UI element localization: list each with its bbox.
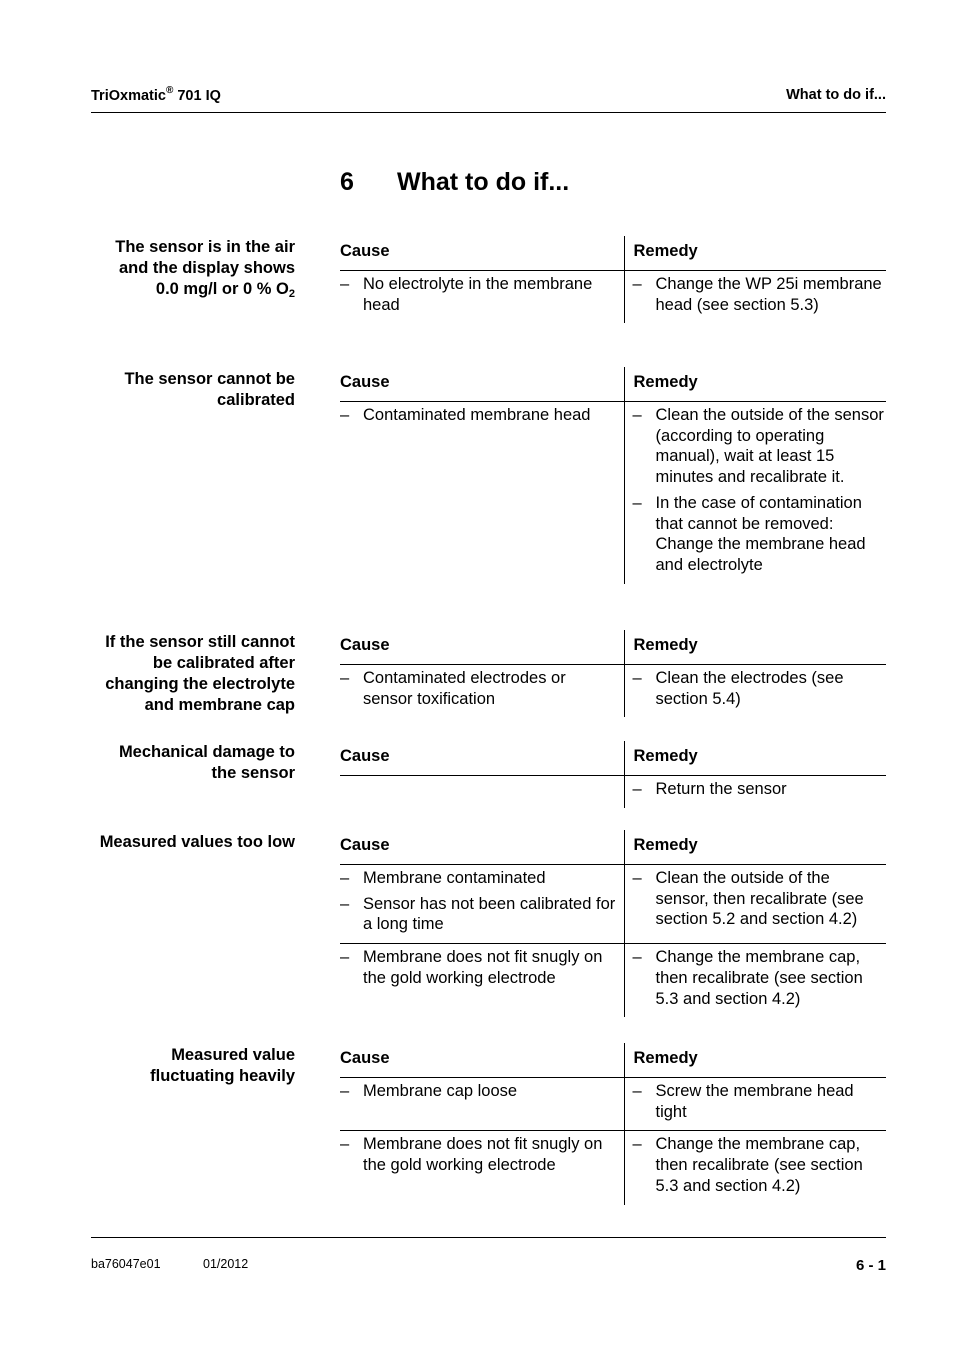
- bullet-dash: –: [340, 275, 350, 293]
- section-label-line: changing the electrolyte: [105, 675, 295, 693]
- remedy-column-header: Remedy: [624, 1043, 886, 1078]
- remedy-column-header: Remedy: [624, 367, 886, 402]
- remedy-cell: [624, 665, 886, 718]
- bullet-dash: –: [340, 948, 350, 967]
- table-row: [340, 402, 886, 584]
- cause-cell: [340, 944, 624, 1018]
- table-row: [340, 271, 886, 324]
- cause-remedy-table: [340, 1043, 886, 1205]
- table-header-row: [340, 830, 886, 865]
- section-label-line: fluctuating heavily: [150, 1067, 295, 1085]
- bullet-dash: –: [632, 669, 642, 687]
- cause-column-header: Cause: [340, 236, 624, 271]
- cause-item: [340, 894, 616, 935]
- section-label: [80, 832, 295, 853]
- table-row: [340, 776, 886, 808]
- cause-item: [340, 274, 616, 315]
- remedy-item-text: Change the membrane cap, then recalibrate (see section 5.3 and section 4.2): [655, 1135, 863, 1195]
- remedy-item: [633, 868, 887, 930]
- remedy-column-header: Remedy: [624, 630, 886, 665]
- section-label: [80, 369, 295, 411]
- footer-rule: [91, 1237, 886, 1238]
- bullet-dash: –: [632, 493, 642, 512]
- section-label-text: 0.0 mg/l or 0 % O: [155, 280, 289, 298]
- cause-item-text: Contaminated electrodes or sensor toxification: [363, 669, 566, 708]
- cause-item-text: No electrolyte in the membrane head: [363, 275, 593, 314]
- cause-column-header: Cause: [340, 630, 624, 665]
- remedy-cell: [624, 271, 886, 324]
- section-label-subscript: 2: [288, 288, 295, 300]
- cause-cell: [340, 402, 624, 584]
- header-rule: [91, 112, 886, 113]
- section-label-line: and membrane cap: [144, 696, 295, 714]
- bullet-dash: –: [632, 1082, 642, 1100]
- remedy-item-text: In the case of contamination that cannot be removed: Change the membrane head and electrolyte: [655, 493, 866, 574]
- bullet-dash: –: [340, 894, 350, 913]
- remedy-item: [633, 947, 887, 1009]
- bullet-dash: –: [632, 406, 642, 424]
- table-header-row: [340, 741, 886, 776]
- remedy-item: [633, 779, 887, 800]
- bullet-dash: –: [340, 1135, 350, 1154]
- bullet-dash: –: [632, 780, 642, 798]
- table-row: [340, 1078, 886, 1131]
- table-row: [340, 1131, 886, 1205]
- remedy-column-header: Remedy: [624, 830, 886, 865]
- remedy-item-text: Clean the electrodes (see section 5.4): [655, 669, 844, 708]
- section-label-line: Mechanical damage to: [118, 743, 295, 761]
- page-number: 6 - 1: [855, 1257, 886, 1274]
- section-label-line: calibrated: [217, 391, 295, 409]
- remedy-cell: [624, 1131, 886, 1205]
- bullet-dash: –: [340, 406, 350, 424]
- bullet-dash: –: [632, 948, 642, 967]
- table-row: [340, 665, 886, 718]
- cause-column-header: Cause: [340, 1043, 624, 1078]
- cause-cell: [340, 1078, 624, 1131]
- chapter-title: What to do if...: [397, 168, 570, 196]
- remedy-item: [633, 1081, 887, 1122]
- cause-item: [340, 1134, 616, 1175]
- running-header-product: TriOxmatic® 701 IQ: [91, 85, 221, 104]
- table-row: [340, 944, 886, 1018]
- remedy-item-text: Clean the outside of the sensor (according to operating manual), wait at least 15 minutes and recalibrate it.: [655, 406, 884, 487]
- section-label-line: Measured values too low: [99, 833, 295, 851]
- remedy-cell: [624, 402, 886, 584]
- cause-cell: [340, 1131, 624, 1205]
- bullet-dash: –: [340, 669, 350, 687]
- section-label-line: [80, 279, 295, 305]
- section-label-line: and the display shows: [118, 259, 295, 277]
- remedy-cell: [624, 944, 886, 1018]
- remedy-item-text: Clean the outside of the sensor, then recalibrate (see section 5.2 and section 4.2): [655, 869, 864, 929]
- remedy-item: [633, 493, 887, 576]
- section-label-line: The sensor is in the air: [115, 238, 295, 256]
- cause-remedy-table: [340, 630, 886, 717]
- cause-remedy-table: [340, 741, 886, 808]
- remedy-cell: [624, 865, 886, 944]
- remedy-item: [633, 274, 887, 315]
- chapter-heading: [340, 168, 569, 197]
- remedy-cell: [624, 1078, 886, 1131]
- cause-remedy-table: [340, 236, 886, 323]
- cause-column-header: Cause: [340, 830, 624, 865]
- cause-item-text: Membrane does not fit snugly on the gold working electrode: [363, 948, 603, 987]
- table-row: [340, 865, 886, 944]
- remedy-item: [633, 1134, 887, 1196]
- cause-item-text: Membrane contaminated: [363, 869, 546, 887]
- remedy-item: [633, 405, 887, 488]
- cause-item-text: Membrane does not fit snugly on the gold working electrode: [363, 1135, 603, 1175]
- remedy-item-text: Screw the membrane head tight: [655, 1082, 854, 1121]
- remedy-item-text: Change the WP 25i membrane head (see section 5.3): [655, 275, 882, 314]
- section-label-line: Measured value: [171, 1046, 295, 1064]
- cause-cell: [340, 776, 624, 808]
- remedy-item-text: Return the sensor: [655, 780, 787, 798]
- cause-column-header: Cause: [340, 367, 624, 402]
- remedy-column-header: Remedy: [624, 741, 886, 776]
- section-label-line: If the sensor still cannot: [105, 633, 295, 651]
- cause-item: [340, 947, 616, 988]
- cause-item-text: Sensor has not been calibrated for a long time: [363, 894, 616, 934]
- cause-item-text: Membrane cap loose: [363, 1082, 518, 1100]
- section-label: [80, 742, 295, 784]
- cause-item: [340, 868, 616, 889]
- cause-item: [340, 1081, 616, 1102]
- remedy-cell: [624, 776, 886, 808]
- bullet-dash: –: [340, 869, 350, 887]
- bullet-dash: –: [340, 1082, 350, 1100]
- section-label: [80, 632, 295, 716]
- cause-cell: [340, 865, 624, 944]
- footer-date: 01/2012: [203, 1257, 249, 1271]
- section-label: [80, 1045, 295, 1087]
- running-header-section: What to do if...: [786, 87, 886, 103]
- cause-item: [340, 405, 616, 426]
- cause-cell: [340, 271, 624, 324]
- cause-item: [340, 668, 616, 709]
- bullet-dash: –: [632, 275, 642, 293]
- section-label-line: be calibrated after: [152, 654, 295, 672]
- remedy-item-text: Change the membrane cap, then recalibrate (see section 5.3 and section 4.2): [655, 948, 863, 1008]
- bullet-dash: –: [632, 869, 642, 887]
- chapter-number: 6: [340, 168, 354, 196]
- remedy-item: [633, 668, 887, 709]
- section-label-line: the sensor: [211, 764, 295, 782]
- section-label: [80, 237, 295, 305]
- table-header-row: [340, 1043, 886, 1078]
- cause-cell: [340, 665, 624, 718]
- bullet-dash: –: [632, 1135, 642, 1154]
- table-header-row: [340, 630, 886, 665]
- remedy-column-header: Remedy: [624, 236, 886, 271]
- footer-doc-number: ba76047e01: [91, 1257, 161, 1271]
- cause-item-text: Contaminated membrane head: [363, 406, 591, 424]
- cause-column-header: Cause: [340, 741, 624, 776]
- table-header-row: [340, 236, 886, 271]
- cause-remedy-table: [340, 367, 886, 584]
- cause-remedy-table: [340, 830, 886, 1017]
- section-label-line: The sensor cannot be: [124, 370, 295, 388]
- table-header-row: [340, 367, 886, 402]
